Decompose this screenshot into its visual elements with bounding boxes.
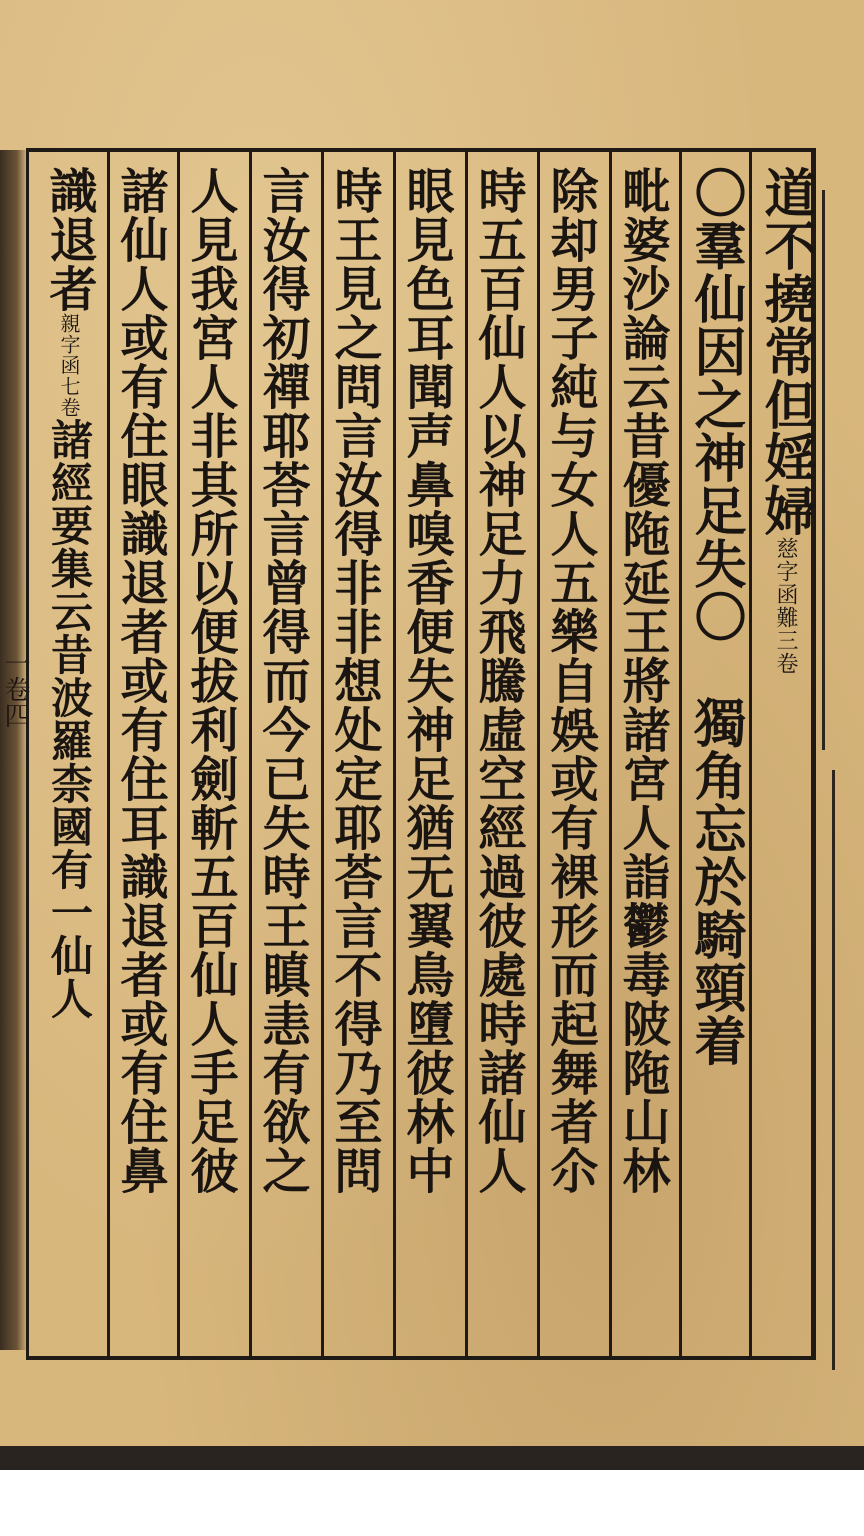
- column-rule: [537, 152, 540, 1356]
- book-binding: [0, 150, 28, 1350]
- text-column-8: [255, 166, 309, 1195]
- column-rule: [107, 152, 110, 1356]
- column-main: 眼見色耳聞声鼻嗅香便失神足猶无翼鳥墮彼林中: [398, 166, 454, 1195]
- column-note: 親字函七卷: [57, 313, 81, 418]
- column-rule: [177, 152, 180, 1356]
- column-main: 識退者: [41, 166, 97, 313]
- text-column-6: [399, 166, 453, 1195]
- column-main: 人見我宮人非其所以便拔利劍斬五百仙人手足彼: [182, 166, 238, 1195]
- column-main: 〇羣仙因之神足失〇 獨角忘於騎頸着: [685, 166, 746, 1067]
- text-column-5: [471, 166, 525, 1195]
- column-main: 時王見之問言汝得非非想处定耶荅言不得乃至問: [326, 166, 382, 1195]
- column-main: 毗婆沙論云昔優陁延王將諸宮人詣鬱毒陂陁山林: [614, 166, 670, 1195]
- column-rule: [679, 152, 682, 1356]
- column-tail: 諸經要集云昔波羅柰國有一仙人: [45, 418, 94, 1020]
- text-column-10: [113, 166, 167, 1195]
- text-column-9: [183, 166, 237, 1195]
- column-rule: [321, 152, 324, 1356]
- column-rule: [609, 152, 612, 1356]
- text-column-1: [755, 166, 815, 675]
- text-column-11: [41, 166, 97, 1020]
- column-main: 時五百仙人以神足力飛騰虛空經過彼處時諸仙人: [470, 166, 526, 1195]
- column-tail: 難三卷: [773, 606, 798, 675]
- column-main: 言汝得初禪耶荅言曾得而今已失時王瞋恚有欲之: [254, 166, 310, 1195]
- scan-bottom-edge: [0, 1446, 864, 1470]
- text-column-4: [543, 166, 597, 1195]
- gutter-line: [832, 770, 835, 1370]
- text-column-7: [327, 166, 381, 1195]
- column-main: 除却男子純与女人五樂自娛或有裸形而起舞者尒: [542, 166, 598, 1195]
- column-rule: [465, 152, 468, 1356]
- text-column-2: [685, 166, 745, 1067]
- gutter-line: [822, 190, 825, 750]
- column-main: 道不撓常但婬婦: [755, 166, 816, 537]
- binding-mark: 一卷四: [0, 650, 30, 728]
- column-main: 諸仙人或有住眼識退者或有住耳識退者或有住鼻: [112, 166, 168, 1195]
- text-column-3: [615, 166, 669, 1195]
- text-frame: [26, 148, 816, 1360]
- column-rule: [749, 152, 752, 1356]
- column-note: 慈字函: [773, 537, 798, 606]
- column-rule: [249, 152, 252, 1356]
- page-gutter: [816, 150, 846, 1350]
- column-rule: [393, 152, 396, 1356]
